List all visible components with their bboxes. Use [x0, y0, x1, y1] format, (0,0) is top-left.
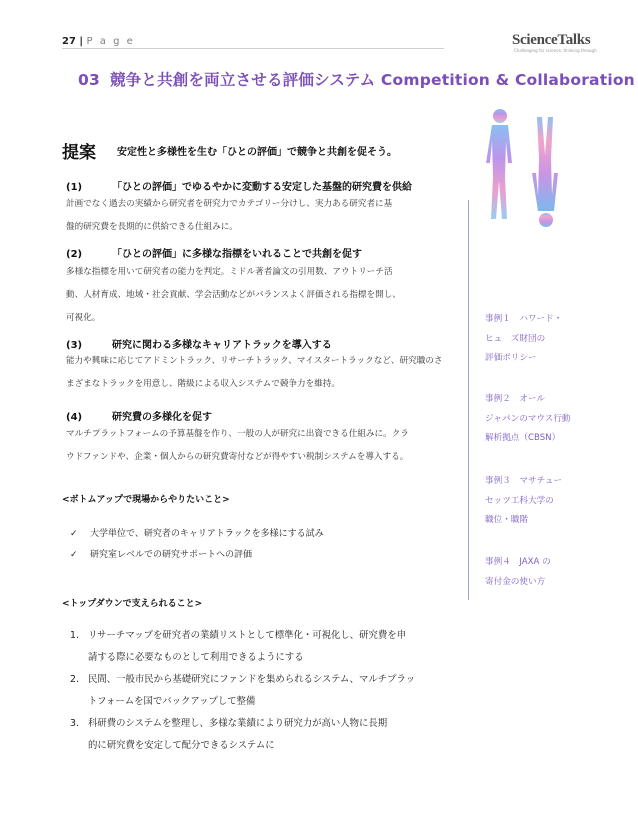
- sidebar-case-3: [485, 472, 562, 531]
- case-line: 事例４ JAXA の: [485, 557, 551, 567]
- body-line: 能力や興味に応じてアドミントラック、リサーチトラック、マイスタートラックなど、研究職のさ: [66, 356, 443, 366]
- item-number: (1): [66, 182, 83, 193]
- item-heading-1: [66, 178, 412, 193]
- logo-subtext: Challenging for science, thinking through: [514, 48, 597, 53]
- proposal-text: 安定性と多様性を生む「ひとの評価」で競争と共創を促そう。: [117, 147, 397, 158]
- list-line: 請する際に必要なものとして利用できるようにする: [88, 652, 304, 663]
- case-line: セッツ工科大学の: [485, 495, 554, 506]
- item-body-3: [66, 350, 443, 396]
- item-body-1: [66, 193, 392, 239]
- header-rule: [62, 48, 444, 49]
- body-line: 盤的研究費を長期的に供給できる仕組みに。: [66, 222, 238, 232]
- bottom-up-point-2: [70, 547, 252, 560]
- list-number: 3.: [70, 718, 79, 729]
- case-line: 職位・職階: [485, 515, 528, 525]
- item-number: (2): [66, 249, 83, 260]
- page-word: P a g e: [86, 36, 135, 47]
- case-line: ジャパンのマウス行動: [485, 413, 571, 424]
- sidebar-case-4: [485, 553, 551, 592]
- case-line: 事例１ ハワード・: [485, 314, 563, 324]
- item-heading-text: 「ひとの評価」でゆるやかに変動する安定した基盤的研究費を供給: [112, 182, 412, 193]
- body-line: ウドファンドや、企業・個人からの研究費寄付などが得やすい税制システムを導入する。: [66, 452, 409, 462]
- sidebar-divider: [468, 200, 469, 600]
- list-line: リサーチマップを研究者の業績リストとして標準化・可視化し、研究費を申: [88, 630, 407, 641]
- point-text: 大学単位で、研究者のキャリアトラックを多様にする試み: [90, 529, 324, 539]
- list-line: 民間、一般市民から基礎研究にファンドを集められるシステム、マルチプラッ: [88, 674, 416, 685]
- proposal-label: 提案: [62, 143, 96, 163]
- point-text: 研究室レベルでの研究サポートへの評価: [90, 550, 253, 560]
- item-number: (3): [66, 340, 83, 351]
- case-line: 事例２ オール: [485, 394, 545, 404]
- case-line: 事例３ マサチュー: [485, 476, 563, 486]
- bottom-up-heading: <ボトムアップで現場からやりたいこと>: [62, 495, 230, 505]
- item-heading-4: [66, 408, 212, 423]
- sidebar-case-2: [485, 390, 571, 449]
- item-heading-text: 「ひとの評価」に多様な指標をいれることで共創を促す: [112, 249, 362, 260]
- sidebar-case-1: [485, 310, 562, 369]
- checkmark-icon: ✓: [70, 529, 78, 539]
- top-down-heading: <トップダウンで支えられること>: [62, 599, 203, 609]
- item-heading-3: [66, 336, 332, 351]
- section-number: 03: [78, 71, 100, 89]
- section-title-text: 競争と共創を両立させる評価システム Competition & Collaboration: [109, 71, 635, 89]
- page-number-label: [62, 36, 135, 47]
- page-separator: |: [79, 36, 84, 47]
- top-down-point-3: [70, 713, 387, 757]
- item-heading-text: 研究に関わる多様なキャリアトラックを導入する: [112, 340, 332, 351]
- top-down-point-1: [70, 625, 406, 669]
- body-line: 可視化。: [66, 313, 101, 323]
- case-line: 寄付金の使い方: [485, 576, 546, 587]
- case-line: 評価ポリシー: [485, 353, 537, 363]
- logo-text: ScienceTalks: [512, 32, 591, 48]
- standing-figure: [486, 109, 512, 219]
- item-body-2: [66, 261, 401, 330]
- case-line: 解析拠点（CBSN）: [485, 433, 561, 443]
- list-number: 1.: [70, 630, 79, 641]
- list-line: 的に研究費を安定して配分できるシステムに: [88, 740, 275, 751]
- body-line: 動、人材育成、地域・社会貢献、学会活動などがバランスよく評価される指標を開し、: [66, 290, 401, 300]
- page-number: 27: [62, 36, 76, 47]
- case-line: ヒュ ズ財団の: [485, 333, 546, 344]
- item-number: (4): [66, 412, 83, 423]
- top-down-point-2: [70, 669, 415, 713]
- checkmark-icon: ✓: [70, 550, 78, 560]
- body-line: 多様な指標を用いて研究者の能力を判定。ミドル著者論文の引用数、アウトリーチ活: [66, 267, 393, 277]
- body-line: まざまなトラックを用意し、階級による収入システムで競争力を維持。: [66, 379, 340, 389]
- body-line: マルチプラットフォームの予算基盤を作り、一般の人が研究に出資できる仕組みに。クラ: [66, 429, 409, 439]
- sciencetalks-logo: [512, 32, 597, 53]
- list-line: トフォームを国でバックアップして整備: [88, 696, 256, 707]
- item-heading-2: [66, 245, 362, 260]
- section-title: [78, 68, 635, 90]
- inverted-figure: [532, 117, 558, 227]
- body-line: 計画でなく過去の実績から研究者を研究力でカテゴリー分けし、実力ある研究者に基: [66, 199, 393, 209]
- human-figures-illustration: [478, 104, 574, 234]
- bottom-up-point-1: [70, 526, 324, 539]
- item-body-4: [66, 423, 409, 469]
- list-line: 科研費のシステムを整理し、多様な業績により研究力が高い人物に長期: [88, 718, 388, 729]
- item-heading-text: 研究費の多様化を促す: [112, 412, 212, 423]
- list-number: 2.: [70, 674, 79, 685]
